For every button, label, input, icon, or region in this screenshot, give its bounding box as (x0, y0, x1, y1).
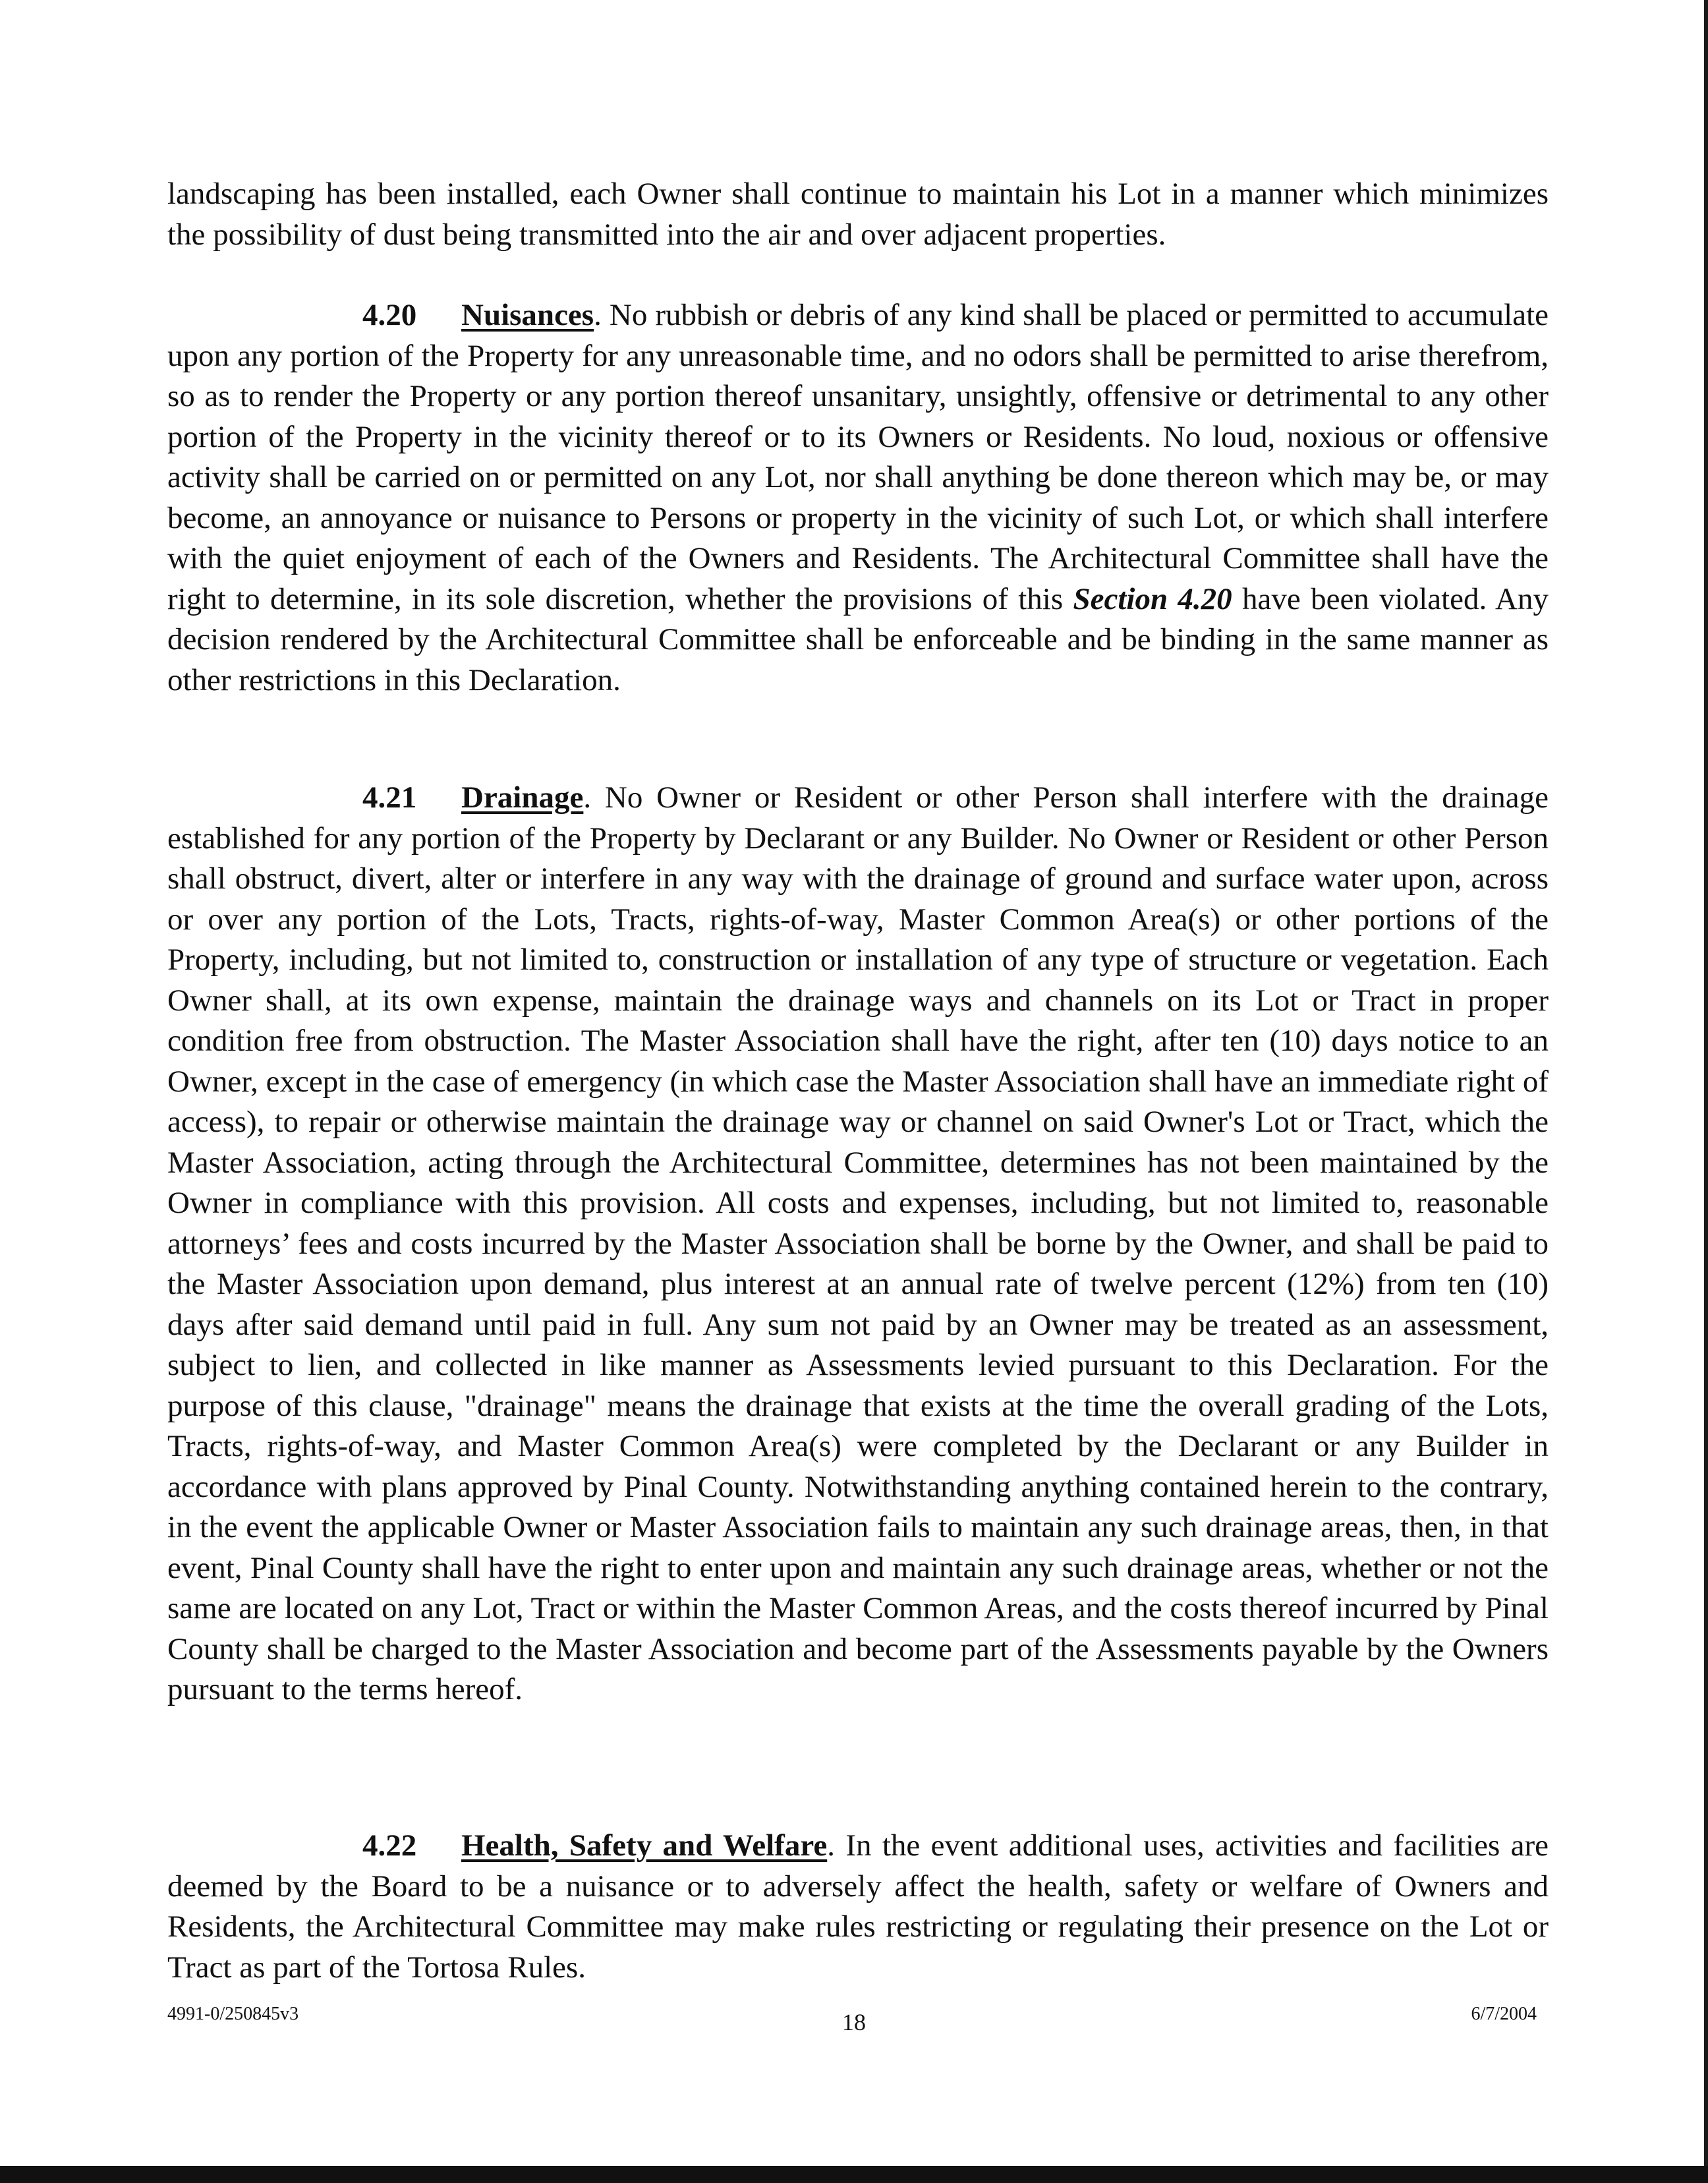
continuation-text: landscaping has been installed, each Owner shall continue to maintain his Lot in a manner which minimizes the possibility of dust being transmitted into the air and over adjacent properties. (167, 177, 1549, 252)
section-text-continued: have been violated. Any decision rendered by the Architectural Committee shall be enforceable and be binding in the same manner as other restrictions in this Declaration. (167, 581, 1549, 697)
footer-page-number: 18 (842, 2009, 866, 2035)
section-reference: Section 4.20 (1073, 581, 1232, 616)
section-number: 4.21 (362, 780, 417, 815)
section-4-20 (167, 295, 1549, 701)
section-heading: Nuisances (461, 298, 594, 332)
scan-edge-bottom (0, 2166, 1708, 2183)
heading-punct: . (827, 1828, 835, 1863)
footer-doc-id: 4991-0/250845v3 (167, 2004, 299, 2024)
heading-punct: . (583, 780, 592, 815)
section-text: No Owner or Resident or other Person shall interfere with the drainage established for any portion of the Property by Declarant or any Builder. No Owner or Resident or other Person shall obstruct, divert, alter or interfere in any way with the drainage of ground and surface water upon, across or over any portion of the Lots, Tracts, rights-of-way, Master Common Area(s) or other portions of the Property, including, but not limited to, construction or installation of any type of structure or vegetation. Each Owner shall, at its own expense, maintain the drainage ways and channels on its Lot or Tract in proper condition free from obstruction. The Master Association shall have the right, after ten (10) days notice to an Owner, except in the case of emergency (in which case the Master Association shall have an immediate right of access), to repair or otherwise maintain the drainage way or channel on said Owner's Lot or Tract, which the Master Association, acting through the Architectural Committee, determines has not been maintained by the Owner in compliance with this provision. All costs and expenses, including, but not limited to, reasonable attorneys’ fees and costs incurred by the Master Association shall be borne by the Owner, and shall be paid to the Master Association upon demand, plus interest at an annual rate of twelve percent (12%) from ten (10) days after said demand until paid in full. Any sum not paid by an Owner may be treated as an assessment, subject to lien, and collected in like manner as Assessments levied pursuant to this Declaration. For the purpose of this clause, "drainage" means the drainage that exists at the time the overall grading of the Lots, Tracts, rights-of-way, and Master Common Area(s) were completed by the Declarant or any Builder in accordance with plans approved by Pinal County. Notwithstanding anything contained herein to the contrary, in the event the applicable Owner or Master Association fails to maintain any such drainage areas, then, in that event, Pinal County shall have the right to enter upon and maintain any such drainage areas, whether or not the same are located on any Lot, Tract or within the Master Common Areas, and the costs thereof incurred by Pinal County shall be charged to the Master Association and become part of the Assessments payable by the Owners pursuant to the terms hereof. (167, 780, 1549, 1706)
section-text: In the event additional uses, activities and facilities are deemed by the Board to be a nuisance or to adversely affect the health, safety or welfare of Owners and Residents, the Architectural Committee may make rules restricting or regulating their presence on the Lot or Tract as part of the Tortosa Rules. (167, 1828, 1549, 1985)
section-4-22 (167, 1826, 1549, 1988)
continuation-paragraph (167, 174, 1549, 255)
section-number: 4.20 (362, 298, 417, 332)
section-heading: Drainage (461, 780, 584, 815)
heading-punct: . (594, 298, 602, 332)
section-text: No rubbish or debris of any kind shall be placed or permitted to accumulate upon any portion of the Property for any unreasonable time, and no odors shall be permitted to arise therefrom, so as to render the Property or any portion thereof unsanitary, unsightly, offensive or detrimental to any other portion of the Property in the vicinity thereof or to its Owners or Residents. No loud, noxious or offensive activity shall be carried on or permitted on any Lot, nor shall anything be done thereon which may be, or may become, an annoyance or nuisance to Persons or property in the vicinity of such Lot, or which shall interfere with the quiet enjoyment of each of the Owners and Residents. The Architectural Committee shall have the right to determine, in its sole discretion, whether the provisions of this (167, 298, 1549, 616)
section-number: 4.22 (362, 1828, 417, 1863)
footer-date: 6/7/2004 (1471, 2004, 1537, 2024)
section-heading: Health, Safety and Welfare (461, 1828, 828, 1863)
section-4-21 (167, 778, 1549, 1710)
scan-edge-right (1704, 0, 1708, 2183)
